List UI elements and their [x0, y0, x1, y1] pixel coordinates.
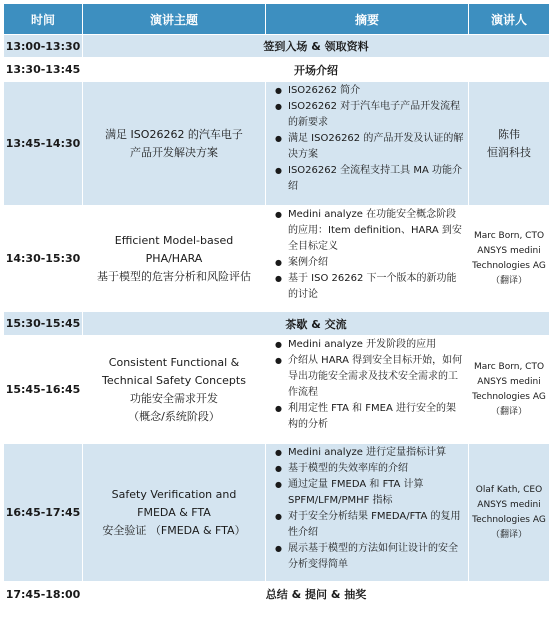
speaker-line: Marc Born, CTO	[473, 230, 545, 241]
summary-item: ● Medini analyze 进行定量指标计算	[288, 445, 464, 461]
row-time: 13:30-13:45	[4, 58, 83, 82]
speaker-line: （翻译）	[490, 529, 527, 540]
row-event: 开场介绍	[83, 58, 550, 82]
row-summary	[266, 444, 469, 582]
speaker-line: （翻译）	[490, 275, 527, 286]
row-event: 总结 & 提问 & 抽奖	[83, 582, 550, 607]
summary-item: ● ISO26262 简介	[288, 83, 464, 99]
topic-line: Consistent Functional &	[108, 355, 240, 369]
summary-item: ● 对于安全分析结果 FMEDA/FTA 的复用性介绍	[288, 509, 464, 541]
header-speaker: 演讲人	[469, 4, 550, 35]
header-topic: 演讲主题	[83, 4, 266, 35]
speaker-line: 陈伟	[498, 127, 520, 141]
agenda-table	[3, 3, 550, 607]
topic-line: Technical Safety Concepts	[102, 373, 246, 387]
agenda-row	[4, 58, 550, 82]
header-summary: 摘要	[266, 4, 469, 35]
row-time: 17:45-18:00	[4, 582, 83, 607]
header-row	[4, 4, 550, 35]
agenda-row	[4, 206, 550, 312]
row-time: 13:00-13:30	[4, 35, 83, 58]
summary-item: ● 通过定量 FMEDA 和 FTA 计算 SPFM/LFM/PMHF 指标	[288, 477, 464, 509]
topic-line: 基于模型的危害分析和风险评估	[97, 269, 251, 283]
summary-item: ● 基于模型的失效率库的介绍	[288, 461, 464, 477]
topic-line: 满足 ISO26262 的汽车电子	[105, 127, 243, 141]
row-event: 茶歇 & 交流	[83, 312, 550, 336]
speaker-line: Technologies AG	[472, 391, 546, 402]
topic-line: Efficient Model-based	[114, 233, 234, 247]
topic-line: Safety Verification and	[111, 487, 237, 501]
agenda-row	[4, 336, 550, 444]
row-topic	[83, 206, 266, 312]
agenda-row	[4, 582, 550, 607]
row-speaker	[469, 444, 550, 582]
topic-line: 产品开发解决方案	[130, 145, 218, 159]
row-topic	[83, 336, 266, 444]
topic-line: 安全验证 （FMEDA & FTA）	[102, 523, 246, 537]
summary-item: ● ISO26262 对于汽车电子产品开发流程的新要求	[288, 99, 464, 131]
speaker-line: （翻译）	[490, 406, 527, 417]
topic-line: （概念/系统阶段）	[128, 409, 220, 423]
header-time: 时间	[4, 4, 83, 35]
row-time: 16:45-17:45	[4, 444, 83, 582]
row-event: 签到入场 & 领取资料	[83, 35, 550, 58]
summary-item: ● Medini analyze 在功能安全概念阶段的应用：Item definition、HARA 到安全目标定义	[288, 207, 464, 255]
speaker-line: ANSYS medini	[477, 376, 541, 387]
speaker-line: ANSYS medini	[477, 245, 541, 256]
row-summary	[266, 336, 469, 444]
summary-item: ● 展示基于模型的方法如何让设计的安全分析变得简单	[288, 541, 464, 573]
summary-item: ● 介绍从 HARA 得到安全目标开始，如何导出功能安全需求及技术安全需求的工作流程	[288, 353, 464, 401]
agenda-row	[4, 82, 550, 206]
speaker-line: Technologies AG	[472, 514, 546, 525]
row-topic	[83, 82, 266, 206]
summary-item: ● 案例介绍	[288, 255, 464, 271]
row-time: 15:30-15:45	[4, 312, 83, 336]
topic-line: FMEDA & FTA	[137, 505, 211, 519]
row-time: 14:30-15:30	[4, 206, 83, 312]
agenda-row	[4, 312, 550, 336]
summary-item: ● 利用定性 FTA 和 FMEA 进行安全的架构的分析	[288, 401, 464, 433]
agenda-row	[4, 35, 550, 58]
speaker-line: 恒润科技	[487, 145, 531, 159]
row-summary	[266, 82, 469, 206]
speaker-line: Marc Born, CTO	[473, 361, 545, 372]
topic-line: PHA/HARA	[145, 251, 203, 265]
summary-item: ● Medini analyze 开发阶段的应用	[288, 337, 464, 353]
row-time: 15:45-16:45	[4, 336, 83, 444]
row-speaker	[469, 82, 550, 206]
agenda-row	[4, 444, 550, 582]
speaker-line: Olaf Kath, CEO	[475, 484, 543, 495]
summary-item: ● 基于 ISO 26262 下一个版本的新功能的讨论	[288, 271, 464, 303]
row-topic	[83, 444, 266, 582]
row-time: 13:45-14:30	[4, 82, 83, 206]
row-speaker	[469, 206, 550, 312]
topic-line: 功能安全需求开发	[130, 391, 218, 405]
speaker-line: Technologies AG	[472, 260, 546, 271]
summary-item: ● ISO26262 全流程支持工具 MA 功能介绍	[288, 163, 464, 195]
row-speaker	[469, 336, 550, 444]
row-summary	[266, 206, 469, 312]
speaker-line: ANSYS medini	[477, 499, 541, 510]
summary-item: ● 满足 ISO26262 的产品开发及认证的解决方案	[288, 131, 464, 163]
